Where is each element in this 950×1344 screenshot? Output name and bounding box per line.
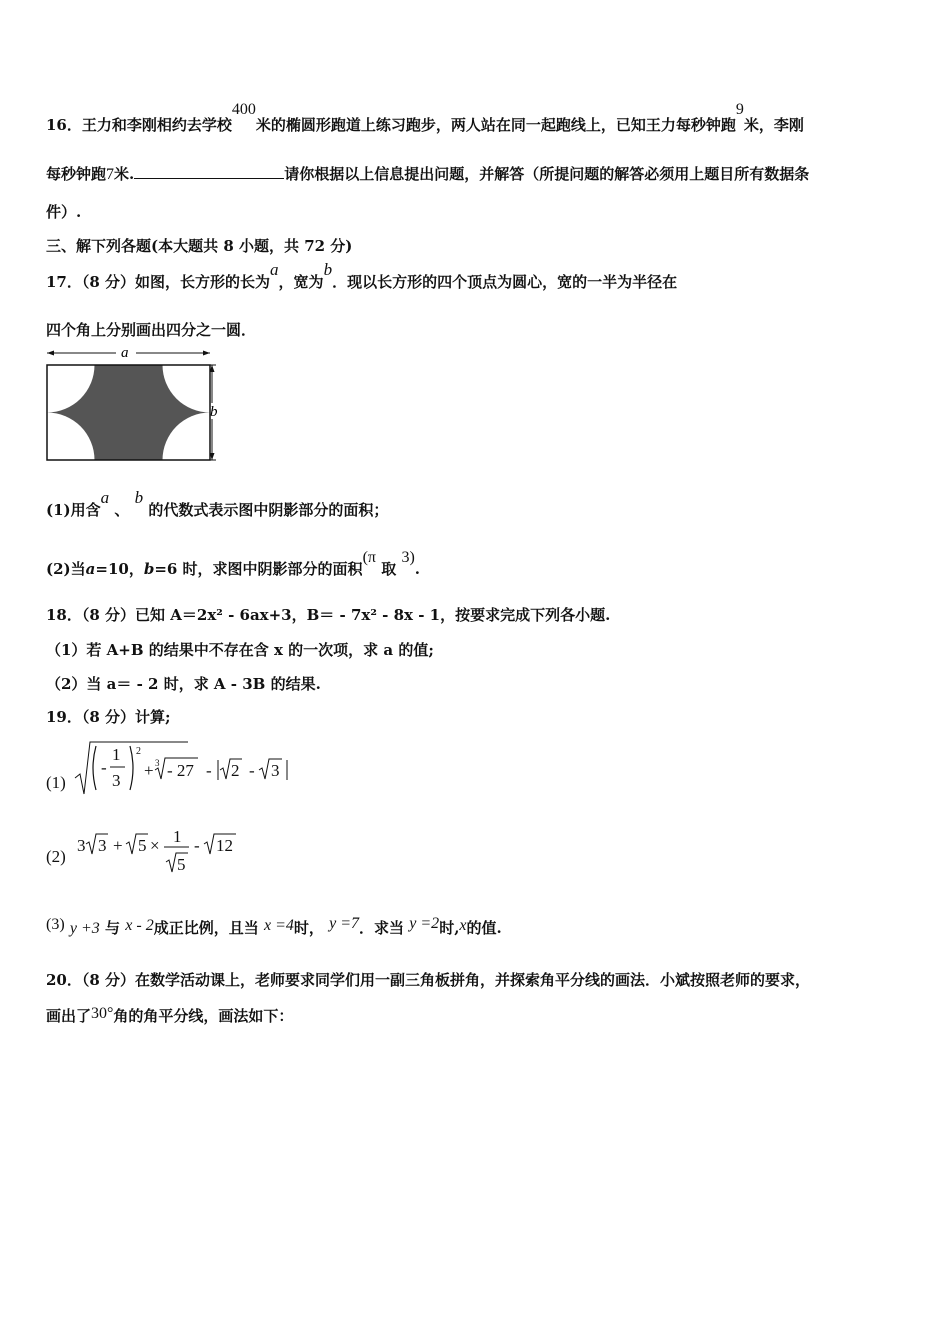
svg-text:2: 2 <box>231 761 240 780</box>
arrow-right-icon <box>203 351 210 356</box>
svg-text:-: - <box>206 761 212 780</box>
q17-line1: 17．（8 分）如图，长方形的长为a，宽为b．现以长方形的四个顶点为圆心，宽的一半为半径在 <box>46 260 678 291</box>
rectangle-figure <box>44 343 224 469</box>
answer-blank <box>134 164 284 179</box>
svg-text:12: 12 <box>216 836 233 855</box>
formula-1-svg <box>46 738 306 798</box>
q20-line1: 20．（8 分）在数学活动课上，老师要求同学们用一副三角板拼角，并探索角平分线的画法．小斌按照老师的要求， <box>46 971 811 989</box>
q17-line2: 四个角上分别画出四分之一圆． <box>46 321 257 339</box>
svg-text:+: + <box>144 761 154 780</box>
fig-label-b: b <box>210 404 218 420</box>
svg-text:3: 3 <box>155 758 160 768</box>
q17-part2: (2)当a=10，b=6 时，求图中阴影部分的面积(π 取 3). <box>46 549 421 578</box>
q16-line1: 16．王力和李刚相约去学校400米的椭圆形跑道上练习跑步，两人站在同一起跑线上，已知王力每秒钟跑9米，李刚 <box>46 101 804 134</box>
q16-line3: 件）. <box>46 203 82 221</box>
q18-line3: （2）当 a＝ - 2 时，求 A - 3B 的结果. <box>46 675 321 693</box>
svg-text:(2): (2) <box>46 847 66 866</box>
q17-part1: (1)用含a 、 b 的代数式表示图中阴影部分的面积； <box>46 488 389 519</box>
svg-text:(1): (1) <box>46 773 66 792</box>
formula-1 <box>46 738 306 798</box>
svg-text:1: 1 <box>112 745 121 764</box>
svg-text:3: 3 <box>271 761 280 780</box>
svg-text:5: 5 <box>138 836 147 855</box>
svg-text:5: 5 <box>177 855 186 874</box>
svg-text:3: 3 <box>112 771 121 790</box>
formula-2 <box>46 822 266 878</box>
svg-text:1: 1 <box>173 827 182 846</box>
q19-part3: (3) y +3 与 x - 2成正比例，且当 x =4时， y =7．求当 y =2时,x的值. <box>46 915 502 937</box>
fig-label-a: a <box>121 345 129 361</box>
svg-text:3: 3 <box>77 836 86 855</box>
q18-line2: （1）若 A+B 的结果中不存在含 x 的一次项，求 a 的值; <box>46 641 434 659</box>
svg-text:+: + <box>113 836 123 855</box>
q16-line2: 每秒钟跑7米. 请你根据以上信息提出问题，并解答（所提问题的解答必须用上题目所有数据条 <box>46 165 810 183</box>
svg-text:- 27: - 27 <box>167 761 194 780</box>
svg-text:-: - <box>101 758 107 777</box>
rectangle-quarter-circles-diagram <box>44 343 224 465</box>
svg-text:3: 3 <box>98 836 107 855</box>
formula-2-svg <box>46 822 266 878</box>
svg-text:-: - <box>194 836 200 855</box>
arrow-left-icon <box>47 351 54 356</box>
section-heading: 三、解下列各题(本大题共 8 小题，共 72 分) <box>46 237 353 255</box>
svg-text:-: - <box>249 761 255 780</box>
svg-text:×: × <box>150 836 160 855</box>
q20-line2: 画出了30°角的角平分线，画法如下： <box>46 1005 294 1025</box>
q18-line1: 18．（8 分）已知 A＝2x² - 6ax+3，B＝ - 7x² - 8x - 1，按要求完成下列各小题. <box>46 606 611 624</box>
svg-text:2: 2 <box>136 746 141 757</box>
q19-title: 19．（8 分）计算; <box>46 708 171 726</box>
